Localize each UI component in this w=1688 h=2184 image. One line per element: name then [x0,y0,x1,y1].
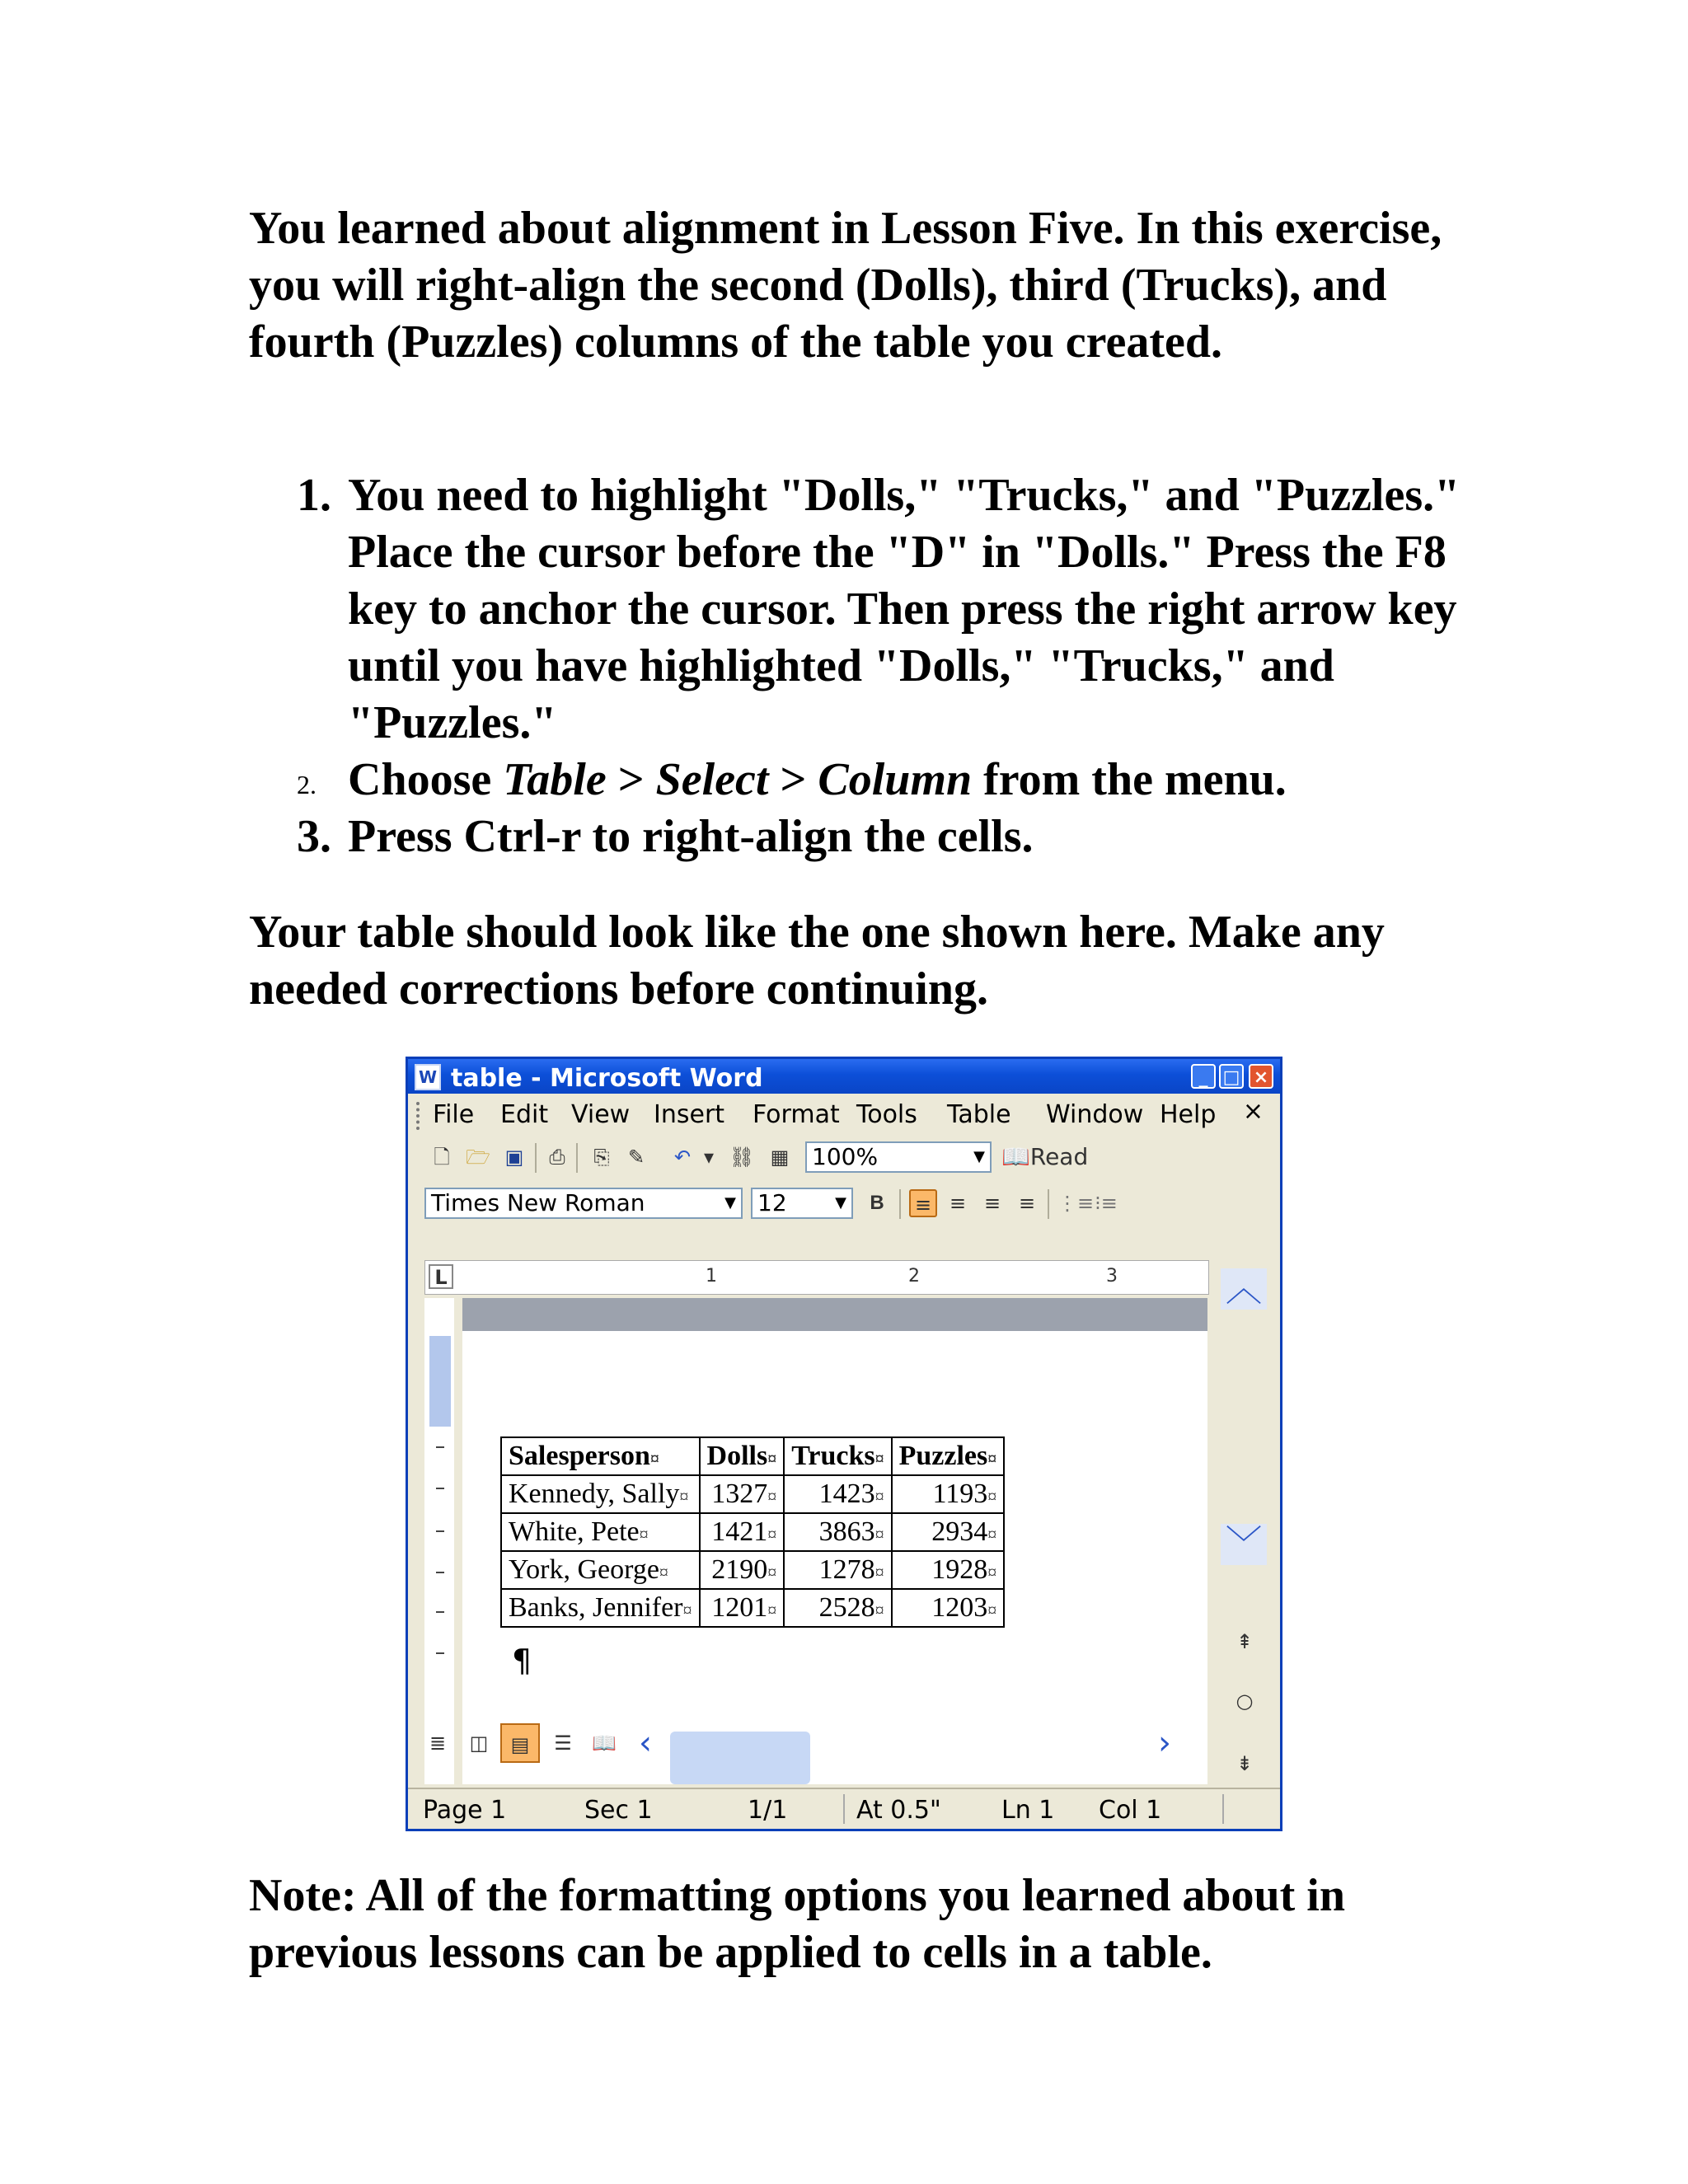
menu-file[interactable]: File [433,1100,475,1129]
cell-marker: ¤ [987,1486,997,1507]
justify-icon[interactable]: ≡ [1018,1192,1036,1215]
cell-text: 2190 [711,1554,768,1585]
menu-insert[interactable]: Insert [654,1100,725,1129]
menu-edit[interactable]: Edit [500,1100,549,1129]
table-cell[interactable] [700,1475,785,1513]
next-page-icon[interactable]: ⇟ [1236,1752,1254,1775]
previous-page-icon[interactable]: ⇞ [1236,1630,1254,1653]
vertical-ruler-margin [429,1336,451,1427]
align-left-icon[interactable]: ≡ [909,1189,937,1217]
table-cell[interactable] [784,1475,891,1513]
header-salesperson[interactable] [501,1437,700,1475]
cell-marker: ¤ [682,1600,692,1620]
web-layout-icon[interactable]: ◫ [469,1732,489,1755]
table-cell[interactable] [892,1513,1005,1551]
open-folder-icon[interactable]: 🗁 [466,1146,490,1169]
font-name-value: Times New Roman [431,1189,645,1216]
table-cell[interactable] [501,1589,700,1627]
step-2-number: 2. [297,770,316,799]
menu-view[interactable]: View [571,1100,631,1129]
toolbar-separator [535,1143,537,1173]
table-cell[interactable] [784,1551,891,1589]
close-button[interactable]: × [1249,1064,1273,1089]
ruler-number-1: 1 [706,1266,717,1286]
numbering-icon[interactable]: ⋮≡ [1057,1192,1095,1215]
scroll-right-icon[interactable]: › [1158,1724,1171,1762]
scroll-up-icon[interactable]: ︿ [1221,1268,1267,1310]
cell-text: 1193 [932,1479,988,1509]
doc-close-icon[interactable]: × [1242,1097,1264,1126]
cell-text: 1423 [818,1479,875,1509]
cell-text: York, George [509,1554,659,1585]
cell-text: White, Pete [509,1516,640,1547]
menu-grip-icon [416,1102,423,1130]
reading-layout-icon[interactable]: 📖 [592,1732,617,1755]
standard-toolbar [411,1137,1277,1179]
cell-marker: ¤ [767,1562,777,1582]
header-dolls[interactable] [700,1437,785,1475]
vruler-tick [436,1652,444,1654]
cell-marker: ¤ [649,1448,659,1469]
table-row [501,1513,1004,1551]
formatting-toolbar [411,1183,1277,1226]
document-page[interactable] [462,1298,1207,1784]
paragraph-mark: ¶ [512,1643,532,1679]
step-2-pre: Choose [348,754,504,805]
cell-text: 1928 [931,1554,988,1585]
step-2-select: Select [655,754,769,805]
title-bar [408,1059,1280,1094]
cell-marker: ¤ [987,1600,997,1620]
undo-icon[interactable]: ↶ [673,1146,692,1169]
minimize-button[interactable]: _ [1191,1064,1216,1089]
step-1-text: You need to highlight "Dolls," "Trucks," and "Puzzles." Place the cursor before the "D" in "Dolls." Press the F8 key to anchor the cursor. Then press the right arrow key until you have highlighted "Dolls," "Trucks," and "Puzzles." [348,470,1461,748]
menu-help[interactable]: Help [1160,1100,1217,1129]
closing-paragraph: Your table should look like the one shown here. Make any needed corrections before continuing. [249,907,1385,1015]
toolbar-separator [1048,1189,1049,1219]
status-pages: 1/1 [748,1796,788,1825]
zoom-dropdown-icon[interactable]: ▼ [973,1148,985,1165]
table-cell[interactable] [700,1551,785,1589]
step-3-number: 3. [297,811,331,862]
cell-marker: ¤ [874,1448,884,1469]
menu-tools[interactable]: Tools [856,1100,917,1129]
tab-selector-button[interactable]: L [429,1264,453,1289]
paste-icon[interactable]: ⎘ [593,1146,610,1169]
status-section: Sec 1 [584,1796,653,1825]
status-separator [1222,1794,1224,1824]
ruler-number-3: 3 [1106,1266,1118,1286]
header-salesperson-text: Salesperson [509,1441,650,1471]
window-title: table - Microsoft Word [451,1064,763,1093]
step-1-number: 1. [297,470,331,521]
table-cell[interactable] [700,1513,785,1551]
status-bar [408,1788,1280,1829]
note-paragraph: Note: All of the formatting options you learned about in previous lessons can be applied to cells in a table. [249,1870,1345,1978]
cell-marker: ¤ [987,1448,997,1469]
print-icon[interactable]: ⎙ [549,1146,565,1169]
cell-marker: ¤ [874,1486,884,1507]
steps-list [297,467,1467,865]
scroll-left-icon[interactable]: ‹ [639,1724,652,1762]
intro-paragraph: You learned about alignment in Lesson Five. In this exercise, you will right-align the second (Dolls), third (Trucks), and fourth (Puzzles) columns of the table you created. [249,203,1442,368]
cell-marker: ¤ [639,1524,649,1544]
sales-table [500,1436,1005,1628]
cell-text: Kennedy, Sally [509,1479,680,1509]
header-trucks[interactable] [784,1437,891,1475]
cell-text: 3863 [818,1516,875,1547]
toolbar-separator [576,1143,578,1173]
table-cell[interactable] [892,1475,1005,1513]
ruler-number-2: 2 [908,1266,920,1286]
read-button[interactable]: 📖Read [1001,1143,1089,1170]
cell-marker: ¤ [767,1486,777,1507]
table-cell[interactable] [501,1475,700,1513]
insert-link-icon[interactable]: ⛓ [729,1146,755,1169]
header-dolls-text: Dolls [706,1441,768,1471]
cell-marker: ¤ [874,1600,884,1620]
table-cell[interactable] [892,1589,1005,1627]
step-2 [297,752,1467,808]
vertical-scrollbar[interactable] [1212,1260,1275,1784]
outline-view-icon[interactable]: ☰ [554,1732,572,1755]
word-window-screenshot [406,1057,1282,1831]
table-cell[interactable] [700,1589,785,1627]
cell-text: 2934 [931,1516,988,1547]
toolbar-separator [899,1189,901,1219]
table-cell[interactable] [501,1513,700,1551]
table-cell[interactable] [784,1589,891,1627]
maximize-button[interactable]: □ [1219,1064,1244,1089]
cell-text: Banks, Jennifer [509,1592,683,1623]
header-trucks-text: Trucks [791,1441,875,1471]
cell-text: 1421 [711,1516,768,1547]
word-app-icon: W [415,1064,441,1090]
step-2-column: Column [818,754,973,805]
cell-marker: ¤ [987,1524,997,1544]
cell-marker: ¤ [874,1524,884,1544]
step-2-table: Table [503,754,607,805]
font-name-combo[interactable] [424,1188,743,1219]
status-separator [843,1794,845,1824]
header-puzzles-text: Puzzles [898,1441,988,1471]
cell-marker: ¤ [767,1524,777,1544]
undo-dropdown-icon[interactable]: ▾ [703,1146,715,1169]
font-dropdown-icon[interactable]: ▼ [724,1194,736,1212]
bullets-icon[interactable]: ⁝≡ [1095,1192,1118,1215]
status-column: Col 1 [1099,1796,1162,1825]
horizontal-scroll-thumb[interactable] [670,1732,810,1784]
step-2-gt2: > [768,754,818,805]
table-cell[interactable] [892,1551,1005,1589]
horizontal-ruler [424,1260,1209,1295]
scroll-down-icon[interactable]: ﹀ [1221,1524,1267,1565]
table-cell[interactable] [784,1513,891,1551]
table-cell[interactable] [501,1551,700,1589]
vruler-tick [436,1488,444,1489]
step-2-post: from the menu. [972,754,1287,805]
table-row [501,1551,1004,1589]
menu-table[interactable]: Table [947,1100,1011,1129]
cell-text: 2528 [818,1592,875,1623]
step-3 [297,808,1467,865]
cell-text: 1201 [711,1592,768,1623]
status-page: Page 1 [423,1796,507,1825]
zoom-value: 100% [812,1143,879,1170]
save-icon[interactable]: ▣ [504,1146,524,1169]
status-line: Ln 1 [1001,1796,1055,1825]
cell-marker: ¤ [659,1562,668,1582]
size-dropdown-icon[interactable]: ▼ [835,1194,846,1212]
step-3-text: Press Ctrl-r to right-align the cells. [348,811,1034,862]
cell-marker: ¤ [679,1486,689,1507]
vruler-tick [436,1572,444,1573]
step-1 [297,467,1467,752]
cell-marker: ¤ [767,1600,777,1620]
cell-text: 1327 [711,1479,768,1509]
read-label: Read [1029,1143,1089,1170]
vertical-ruler [424,1298,454,1784]
cell-marker: ¤ [987,1562,997,1582]
table-row [501,1475,1004,1513]
font-size-value: 12 [757,1189,787,1216]
font-size-combo[interactable] [751,1188,853,1219]
header-puzzles[interactable] [892,1437,1005,1475]
page-top-band [462,1298,1207,1331]
cell-marker: ¤ [767,1448,777,1469]
align-center-icon[interactable]: ≡ [949,1192,967,1215]
cell-text: 1203 [931,1592,988,1623]
vruler-tick [436,1611,444,1613]
table-header-row [501,1437,1004,1475]
select-browse-object-icon[interactable]: ○ [1236,1690,1254,1713]
menu-window[interactable]: Window [1046,1100,1144,1129]
bold-button[interactable]: B [870,1192,884,1214]
step-2-gt1: > [606,754,656,805]
menu-bar [408,1095,1280,1135]
print-layout-icon[interactable]: ▤ [500,1723,540,1763]
vruler-tick [436,1446,444,1448]
status-at: At 0.5" [856,1796,941,1825]
cell-text: 1278 [818,1554,875,1585]
table-grid-icon[interactable]: ▦ [770,1146,790,1169]
cell-marker: ¤ [874,1562,884,1582]
zoom-combo[interactable] [805,1141,992,1173]
menu-format[interactable]: Format [753,1100,840,1129]
new-document-icon[interactable]: 🗋 [434,1146,450,1169]
vruler-tick [436,1530,444,1532]
table-row [501,1589,1004,1627]
format-painter-icon[interactable]: ✎ [627,1146,645,1169]
normal-view-icon[interactable]: ≣ [429,1732,447,1755]
align-right-icon[interactable]: ≡ [983,1192,1001,1215]
